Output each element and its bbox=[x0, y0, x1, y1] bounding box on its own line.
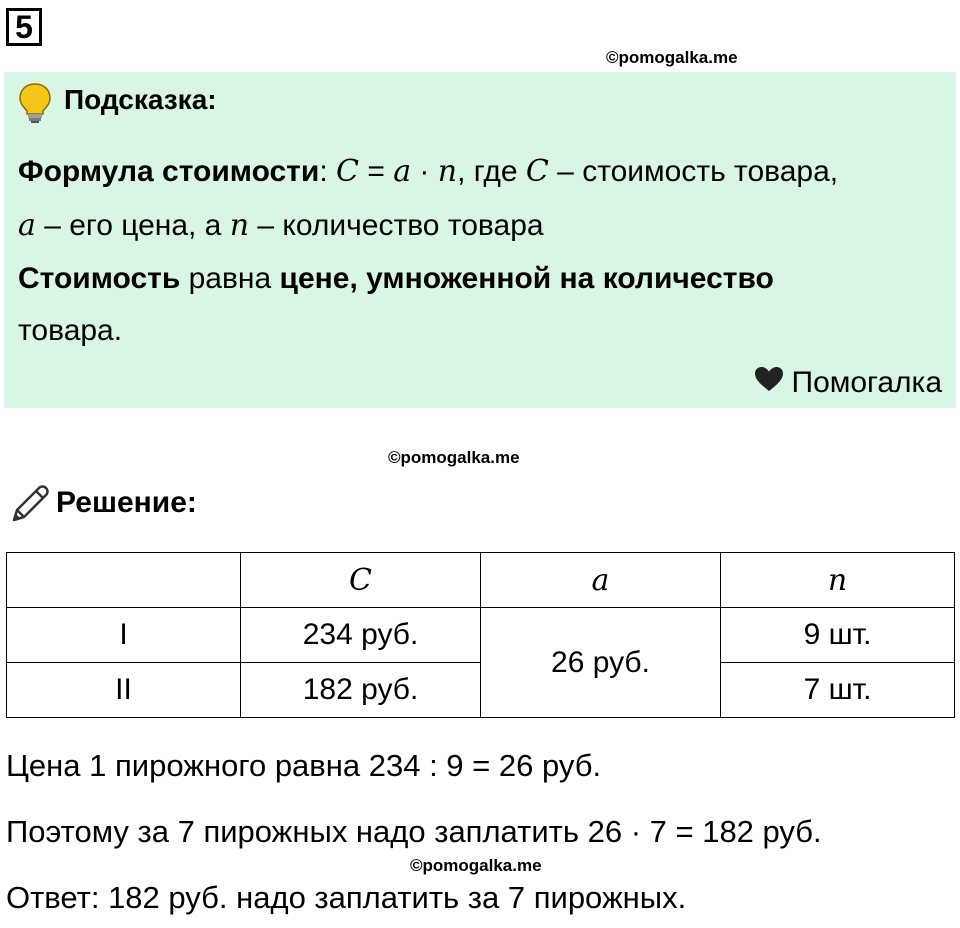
formula-label: Формула стоимости bbox=[18, 155, 320, 188]
row1-cost: 234 руб. bbox=[241, 608, 481, 663]
lightbulb-icon bbox=[18, 82, 52, 129]
rule-bold-2: цене, умноженной на количество bbox=[279, 262, 774, 295]
row1-qty: 9 шт. bbox=[721, 608, 955, 663]
task-number: 5 bbox=[6, 8, 42, 46]
formula-tail: , где bbox=[457, 155, 526, 188]
solution-line-1: Цена 1 пирожного равна 234 : 9 = 26 руб. bbox=[6, 748, 602, 783]
answer-line: Ответ: 182 руб. надо заплатить за 7 пирожных. bbox=[6, 880, 687, 915]
brand-label: Помогалка bbox=[791, 366, 942, 399]
heart-icon bbox=[754, 366, 784, 400]
formula-a: a bbox=[393, 154, 412, 189]
data-table bbox=[6, 552, 955, 718]
row2-cost: 182 руб. bbox=[241, 663, 481, 718]
header-n: n bbox=[721, 553, 955, 608]
watermark-bottom: ©pomogalka.me bbox=[410, 856, 542, 875]
shared-price: 26 руб. bbox=[481, 608, 721, 718]
formula-c: C bbox=[336, 154, 359, 189]
header-c: C bbox=[241, 553, 481, 608]
row2-label: II bbox=[7, 663, 241, 718]
formula-colon: : bbox=[319, 155, 328, 188]
rule-line-2: товара. bbox=[18, 314, 123, 347]
watermark-middle: ©pomogalka.me bbox=[388, 448, 520, 467]
solution-line-2: Поэтому за 7 пирожных надо заплатить 26 · 7 = 182 руб. bbox=[6, 814, 822, 849]
header-a: a bbox=[481, 553, 721, 608]
formula-line-2 bbox=[18, 208, 544, 243]
line2-a: a bbox=[18, 208, 36, 243]
pencil-icon bbox=[8, 482, 52, 531]
line2-mid: – его цена, а bbox=[35, 209, 230, 242]
formula-line bbox=[18, 154, 838, 189]
rule-line bbox=[18, 262, 774, 296]
row1-label: I bbox=[7, 608, 241, 663]
header-empty bbox=[7, 553, 241, 608]
hint-title: Подсказка: bbox=[64, 84, 217, 115]
formula-c2: C bbox=[525, 154, 549, 189]
solution-title: Решение: bbox=[56, 486, 197, 519]
formula-desc1: – стоимость товара, bbox=[548, 155, 839, 188]
row2-qty: 7 шт. bbox=[721, 663, 955, 718]
line2-end: – количество товара bbox=[249, 209, 544, 242]
formula-dot: · bbox=[411, 155, 438, 188]
rule-bold-1: Стоимость bbox=[18, 262, 181, 295]
table-header-row bbox=[7, 553, 955, 608]
brand bbox=[754, 366, 943, 400]
formula-eq: = bbox=[358, 155, 394, 188]
formula-n: n bbox=[437, 154, 458, 189]
table-row bbox=[7, 608, 955, 663]
watermark-top: ©pomogalka.me bbox=[606, 48, 738, 67]
rule-normal: равна bbox=[180, 262, 280, 295]
line2-n: n bbox=[229, 208, 250, 243]
